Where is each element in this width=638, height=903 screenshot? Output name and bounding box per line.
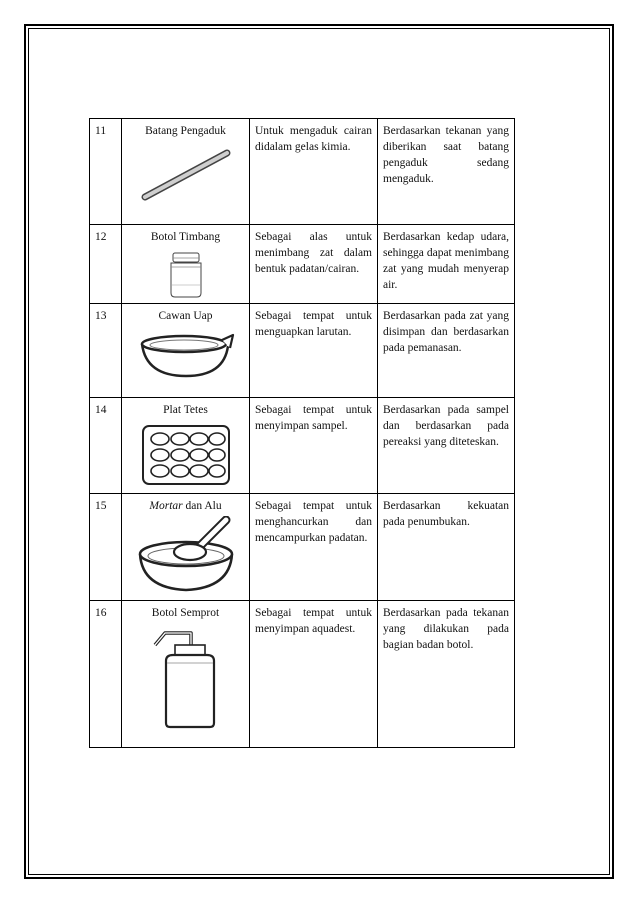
row-number: 15 xyxy=(90,494,122,601)
principle-text: Berdasarkan pada sampel dan berdasarkan pada pereaksi yang diteteskan. xyxy=(378,398,515,494)
row-number: 14 xyxy=(90,398,122,494)
function-text: Untuk mengaduk cairan didalam gelas kimia. xyxy=(250,119,378,225)
equipment-cell xyxy=(122,304,250,398)
equipment-name: Plat Tetes xyxy=(163,404,208,416)
equipment-cell xyxy=(122,601,250,748)
row-number: 12 xyxy=(90,225,122,304)
row-number: 16 xyxy=(90,601,122,748)
principle-text: Berdasarkan kedap udara, sehingga dapat menimbang zat yang mudah menyerap air. xyxy=(378,225,515,304)
principle-text: Berdasarkan pada zat yang disimpan dan berdasarkan pada pemanasan. xyxy=(378,304,515,398)
equipment-name: Botol Timbang xyxy=(150,231,221,243)
weighing-bottle-icon xyxy=(166,251,206,299)
equipment-name-italic: Mortar xyxy=(149,500,183,512)
spot-plate-icon xyxy=(141,424,231,486)
mortar-pestle-icon xyxy=(134,516,238,596)
equipment-cell xyxy=(122,494,250,601)
stirring-rod-icon xyxy=(131,145,241,205)
equipment-name: Botol Semprot xyxy=(151,607,220,619)
lab-equipment-table xyxy=(89,118,515,748)
equipment-name-rest: dan Alu xyxy=(182,500,222,512)
table-row xyxy=(90,398,515,494)
equipment-cell xyxy=(122,119,250,225)
equipment-name: Batang Pengaduk xyxy=(145,125,226,137)
wash-bottle-icon xyxy=(151,625,221,729)
function-text: Sebagai tempat untuk menyimpan aquadest. xyxy=(250,601,378,748)
principle-text: Berdasarkan pada tekanan yang dilakukan pada bagian badan botol. xyxy=(378,601,515,748)
row-number: 13 xyxy=(90,304,122,398)
table-row xyxy=(90,119,515,225)
function-text: Sebagai alas untuk menimbang zat dalam bentuk padatan/cairan. xyxy=(250,225,378,304)
function-text: Sebagai tempat untuk menguapkan larutan. xyxy=(250,304,378,398)
equipment-name: Cawan Uap xyxy=(158,310,213,322)
table-row xyxy=(90,304,515,398)
row-number: 11 xyxy=(90,119,122,225)
principle-text: Berdasarkan tekanan yang diberikan saat batang pengaduk sedang mengaduk. xyxy=(378,119,515,225)
table-row xyxy=(90,494,515,601)
equipment-cell xyxy=(122,398,250,494)
evaporating-dish-icon xyxy=(136,330,236,382)
function-text: Sebagai tempat untuk menghancurkan dan mencampurkan padatan. xyxy=(250,494,378,601)
equipment-name xyxy=(127,498,244,514)
equipment-cell xyxy=(122,225,250,304)
table-row xyxy=(90,601,515,748)
principle-text: Berdasarkan kekuatan pada penumbukan. xyxy=(378,494,515,601)
function-text: Sebagai tempat untuk menyimpan sampel. xyxy=(250,398,378,494)
table-row xyxy=(90,225,515,304)
